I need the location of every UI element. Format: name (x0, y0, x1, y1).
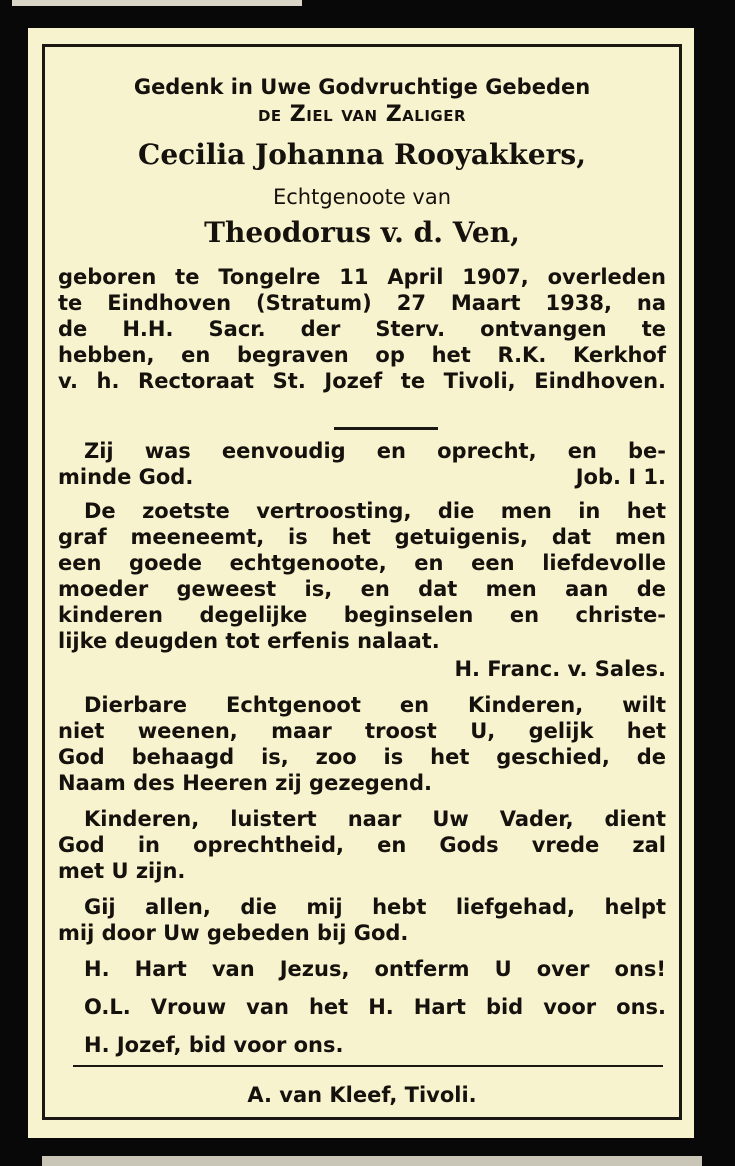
divider-long (73, 1065, 663, 1067)
para3-line: God behaagd is, zoo is het geschied, de (58, 745, 666, 769)
bio-line: geboren te Tongelre 11 April 1907, overleden (58, 265, 666, 289)
printer-line: A. van Kleef, Tivoli. (247, 1083, 477, 1107)
quote2-line: moeder geweest is, en dat men aan de (58, 577, 666, 601)
quote2-line: De zoetste vertroosting, die men in het (84, 499, 666, 523)
quote1-line: Zij was eenvoudig en oprecht, en be- (84, 439, 666, 463)
para5-line: Gij allen, die mij hebt liefgehad, helpt (84, 895, 666, 919)
bio-line: de H.H. Sacr. der Sterv. ontvangen te (58, 317, 666, 341)
para3-line: Naam des Heeren zij gezegend. (58, 771, 433, 795)
quote1-source: Job. I 1. (575, 465, 666, 489)
bio-line: hebben, en begraven op het R.K. Kerkhof (58, 343, 666, 367)
quote1-line: minde God. (58, 465, 194, 489)
prayer-line: O.L. Vrouw van het H. Hart bid voor ons. (84, 995, 666, 1019)
quote2-line: lijke deugden tot erfenis nalaat. (58, 629, 440, 653)
para4-line: Kinderen, luistert naar Uw Vader, dient (84, 807, 666, 831)
para4-line: met U zijn. (58, 859, 186, 883)
paper-edge-bottom (42, 1156, 702, 1166)
bio-line: te Eindhoven (Stratum) 27 Maart 1938, na (58, 291, 666, 315)
deceased-name: Cecilia Johanna Rooyakkers, (138, 138, 586, 171)
memorial-card (28, 28, 694, 1138)
prayer-line: H. Hart van Jezus, ontferm U over ons! (84, 957, 666, 981)
quote2-line: graf meeneemt, is het getuigenis, dat men (58, 525, 666, 549)
paper-edge-top (12, 0, 302, 6)
para3-line: niet weenen, maar troost U, gelijk het (58, 719, 666, 743)
quote2-line: kinderen degelijke beginselen en christe- (58, 603, 666, 627)
relation-line: Echtgenoote van (272, 185, 452, 209)
spouse-name: Theodorus v. d. Ven, (204, 216, 520, 249)
para4-line: God in oprechtheid, en Gods vrede zal (58, 833, 666, 857)
bio-line: v. h. Rectoraat St. Jozef te Tivoli, Eindhoven. (58, 369, 666, 393)
header-line-2: de Ziel van Zaliger (257, 102, 467, 127)
header-line-1: Gedenk in Uwe Godvruchtige Gebeden (133, 75, 591, 99)
divider-short (334, 427, 438, 430)
quote2-line: een goede echtgenoote, en een liefdevolle (58, 551, 666, 575)
para3-line: Dierbare Echtgenoot en Kinderen, wilt (84, 693, 666, 717)
quote2-source: H. Franc. v. Sales. (454, 657, 666, 681)
para5-line: mij door Uw gebeden bij God. (58, 921, 409, 945)
prayer-line: H. Jozef, bid voor ons. (84, 1033, 344, 1057)
